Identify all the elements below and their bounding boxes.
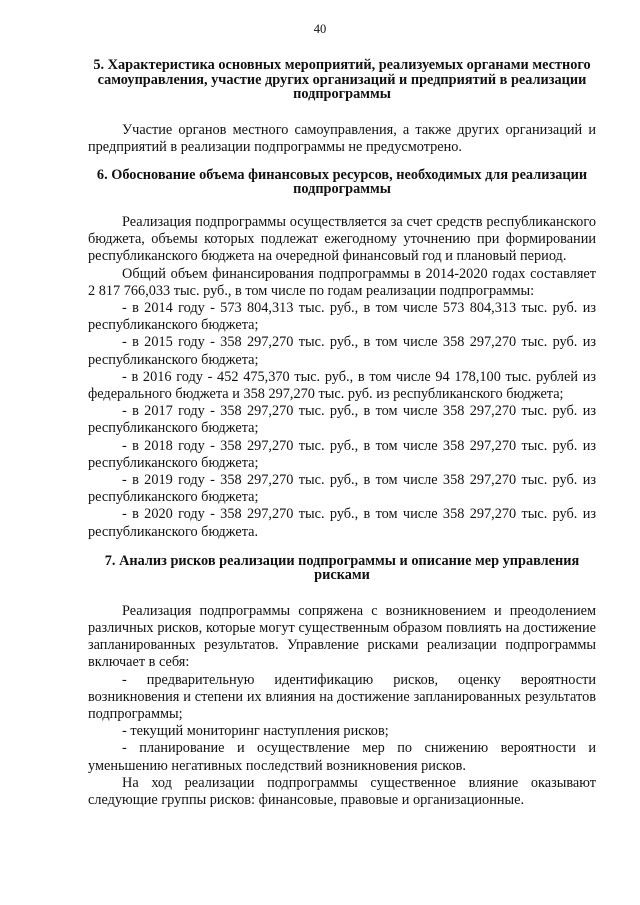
section-6-title: 6. Обоснование объема финансовых ресурсов, необходимых для реализации подпрограммы xyxy=(96,166,588,198)
section-7-title: 7. Анализ рисков реализации подпрограммы и описание мер управления рисками xyxy=(104,552,580,584)
funding-year-2018: - в 2018 году - 358 297,270 тыс. руб., в том числе 358 297,270 тыс. руб. из республиканского бюджета; xyxy=(88,437,596,471)
funding-year-2016: - в 2016 году - 452 475,370 тыс. руб., в том числе 94 178,100 тыс. рублей из федерального бюджета и 358 297,270 тыс. руб. из республиканского бюджета; xyxy=(88,368,596,402)
funding-year-2015: - в 2015 году - 358 297,270 тыс. руб., в том числе 358 297,270 тыс. руб. из республиканского бюджета; xyxy=(88,334,596,368)
funding-year-2014: - в 2014 году - 573 804,313 тыс. руб., в том числе 573 804,313 тыс. руб. из республиканского бюджета; xyxy=(88,299,596,334)
section-7-paragraph-2: На ход реализации подпрограммы существенное влияние оказывают следующие группы рисков: финансовые, правовые и организационные. xyxy=(88,774,596,808)
risk-measure-item: - планирование и осуществление мер по снижению вероятности и уменьшению негативных последствий возникновения рисков. xyxy=(88,740,596,774)
section-7-paragraph-1: Реализация подпрограммы сопряжена с возникновением и преодолением различных рисков, которые могут существенным образом повлиять на достижение запланированных результатов. Управление рисками реализации подпрограммы включает в себя: xyxy=(88,602,596,671)
page-number: 40 xyxy=(313,22,327,36)
funding-year-2017: - в 2017 году - 358 297,270 тыс. руб., в том числе 358 297,270 тыс. руб. из республиканского бюджета; xyxy=(88,403,596,437)
section-5-title: 5. Характеристика основных мероприятий, реализуемых органами местного самоуправления, участие других организаций и предприятий в реализации подпрограммы xyxy=(93,57,591,102)
risk-measure-item: - текущий мониторинг наступления рисков; xyxy=(122,723,389,740)
funding-year-2020: - в 2020 году - 358 297,270 тыс. руб., в том числе 358 297,270 тыс. руб. из республиканского бюджета. xyxy=(88,506,596,540)
page-content xyxy=(88,58,596,809)
risk-measure-item: - предварительную идентификацию рисков, оценку вероятности возникновения и степени их влияния на достижение запланированных результатов подпрограммы; xyxy=(88,671,596,722)
section-6-paragraph-1: Реализация подпрограммы осуществляется за счет средств республиканского бюджета, объемы которых подлежат ежегодному уточнению при формировании республиканского бюджета на очередной финансовый год и плановый период. xyxy=(88,213,596,265)
section-6-paragraph-2: Общий объем финансирования подпрограммы в 2014-2020 годах составляет 2 817 766,033 тыс. руб., в том числе по годам реализации подпрограммы: xyxy=(88,265,596,299)
section-5-text: Участие органов местного самоуправления, а также других организаций и предприятий в реализации подпрограммы не предусмотрено. xyxy=(88,121,596,155)
funding-year-2019: - в 2019 году - 358 297,270 тыс. руб., в том числе 358 297,270 тыс. руб. из республиканского бюджета; xyxy=(88,471,596,506)
